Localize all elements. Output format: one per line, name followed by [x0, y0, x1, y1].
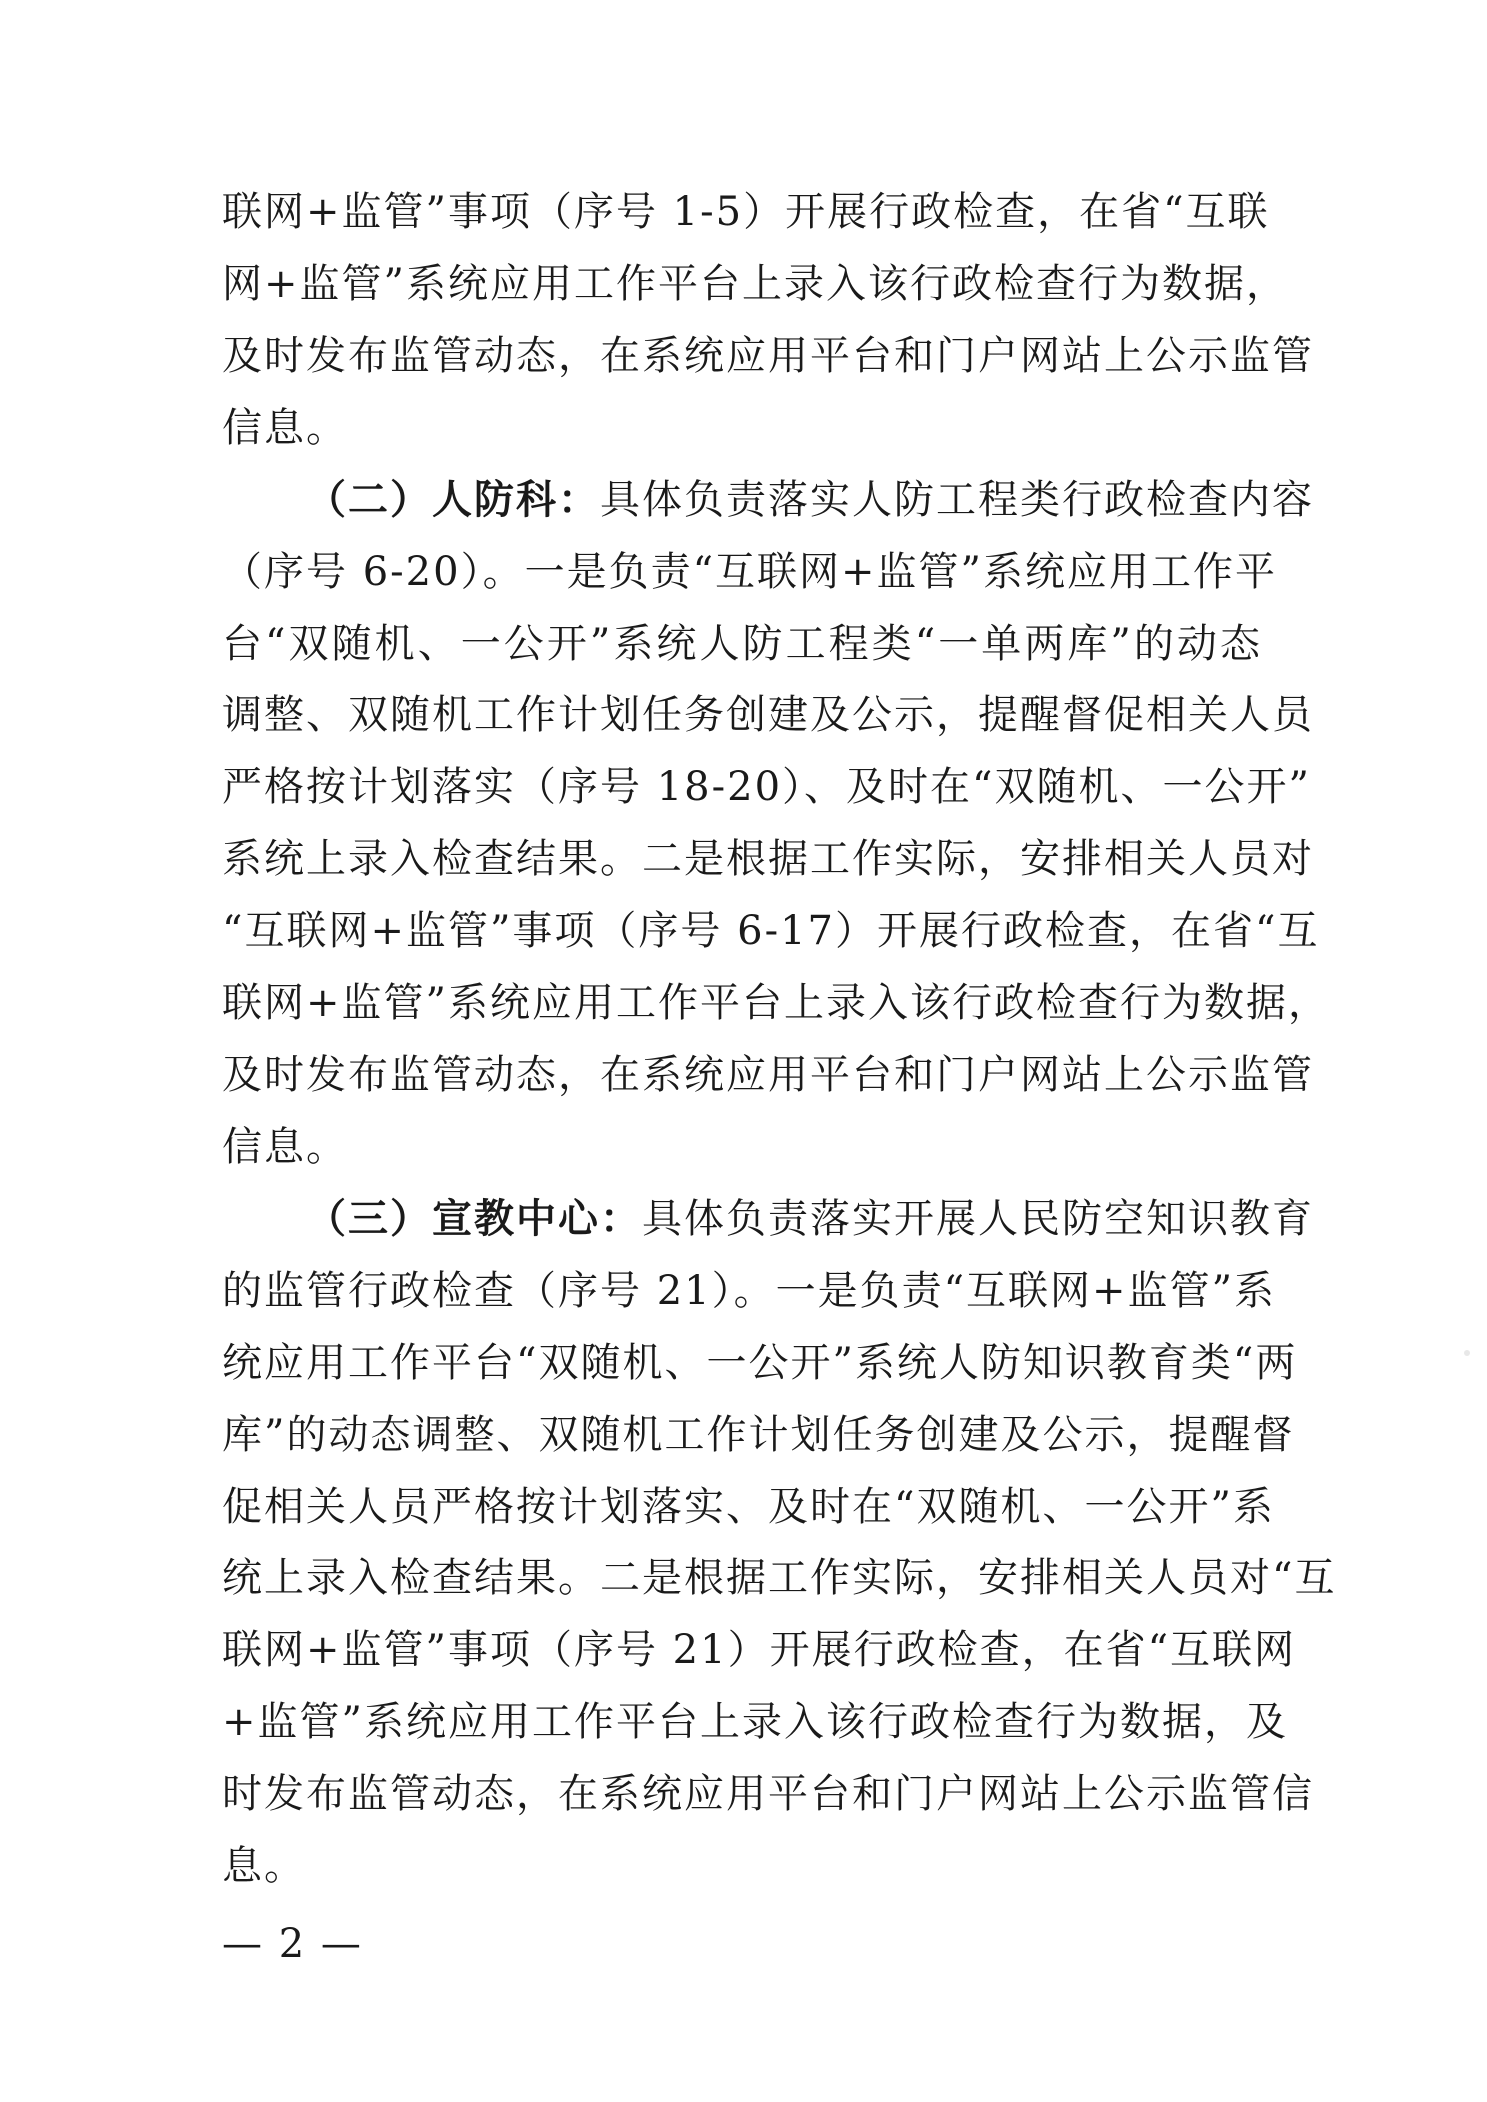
page-number: — 2 —: [222, 1921, 363, 1968]
paragraph-line: 库”的动态调整、双随机工作计划任务创建及公示，提醒督: [222, 1411, 1295, 1458]
paragraph-line: 系统上录入检查结果。二是根据工作实际，安排相关人员对: [222, 836, 1314, 883]
section-heading-line: [306, 1189, 1314, 1249]
paragraph-line: 及时发布监管动态，在系统应用平台和门户网站上公示监管: [222, 1052, 1314, 1099]
paragraph-line: 严格按计划落实（序号 18-20）、及时在“双随机、一公开”: [222, 764, 1311, 811]
paragraph-line: 统上录入检查结果。二是根据工作实际，安排相关人员对“互: [222, 1555, 1337, 1602]
paragraph-line: 时发布监管动态，在系统应用平台和门户网站上公示监管信: [222, 1771, 1314, 1818]
paragraph-line: 信息。: [222, 1123, 348, 1170]
paragraph-line: 台“双随机、一公开”系统人防工程类“一单两库”的动态: [222, 620, 1262, 667]
paragraph-line: 调整、双随机工作计划任务创建及公示，提醒督促相关人员: [222, 692, 1314, 739]
paragraph-line: “互联网+监管”事项（序号 6-17）开展行政检查，在省“互: [222, 908, 1320, 955]
paragraph-line: 联网+监管”系统应用工作平台上录入该行政检查行为数据，: [222, 980, 1330, 1027]
scan-speck: [1464, 1350, 1470, 1356]
section-heading-text: 具体负责落实开展人民防空知识教育: [642, 1195, 1314, 1242]
paragraph-line: 网+监管”系统应用工作平台上录入该行政检查行为数据，: [222, 260, 1288, 307]
section-heading-xuanjiao: （三）宣教中心：: [306, 1195, 642, 1242]
section-heading-text: 具体负责落实人防工程类行政检查内容: [600, 476, 1314, 523]
paragraph-line: （序号 6-20）。一是负责“互联网+监管”系统应用工作平: [222, 548, 1277, 595]
paragraph-line: 及时发布监管动态，在系统应用平台和门户网站上公示监管: [222, 332, 1314, 379]
section-heading-renfangke: （二）人防科：: [306, 476, 600, 523]
paragraph-line: 息。: [222, 1843, 306, 1890]
paragraph-line: 联网+监管”事项（序号 21）开展行政检查，在省“互联网: [222, 1627, 1297, 1674]
paragraph-line: 信息。: [222, 404, 348, 451]
paragraph-line: 联网+监管”事项（序号 1-5）开展行政检查，在省“互联: [222, 189, 1270, 235]
paragraph-line: 统应用工作平台“双随机、一公开”系统人防知识教育类“两: [222, 1339, 1298, 1386]
paragraph-line: +监管”系统应用工作平台上录入该行政检查行为数据，及: [222, 1699, 1288, 1746]
section-heading-line: [306, 470, 1314, 530]
paragraph-line: 促相关人员严格按计划落实、及时在“双随机、一公开”系: [222, 1483, 1275, 1530]
paragraph-line: 的监管行政检查（序号 21）。一是负责“互联网+监管”系: [222, 1267, 1277, 1314]
